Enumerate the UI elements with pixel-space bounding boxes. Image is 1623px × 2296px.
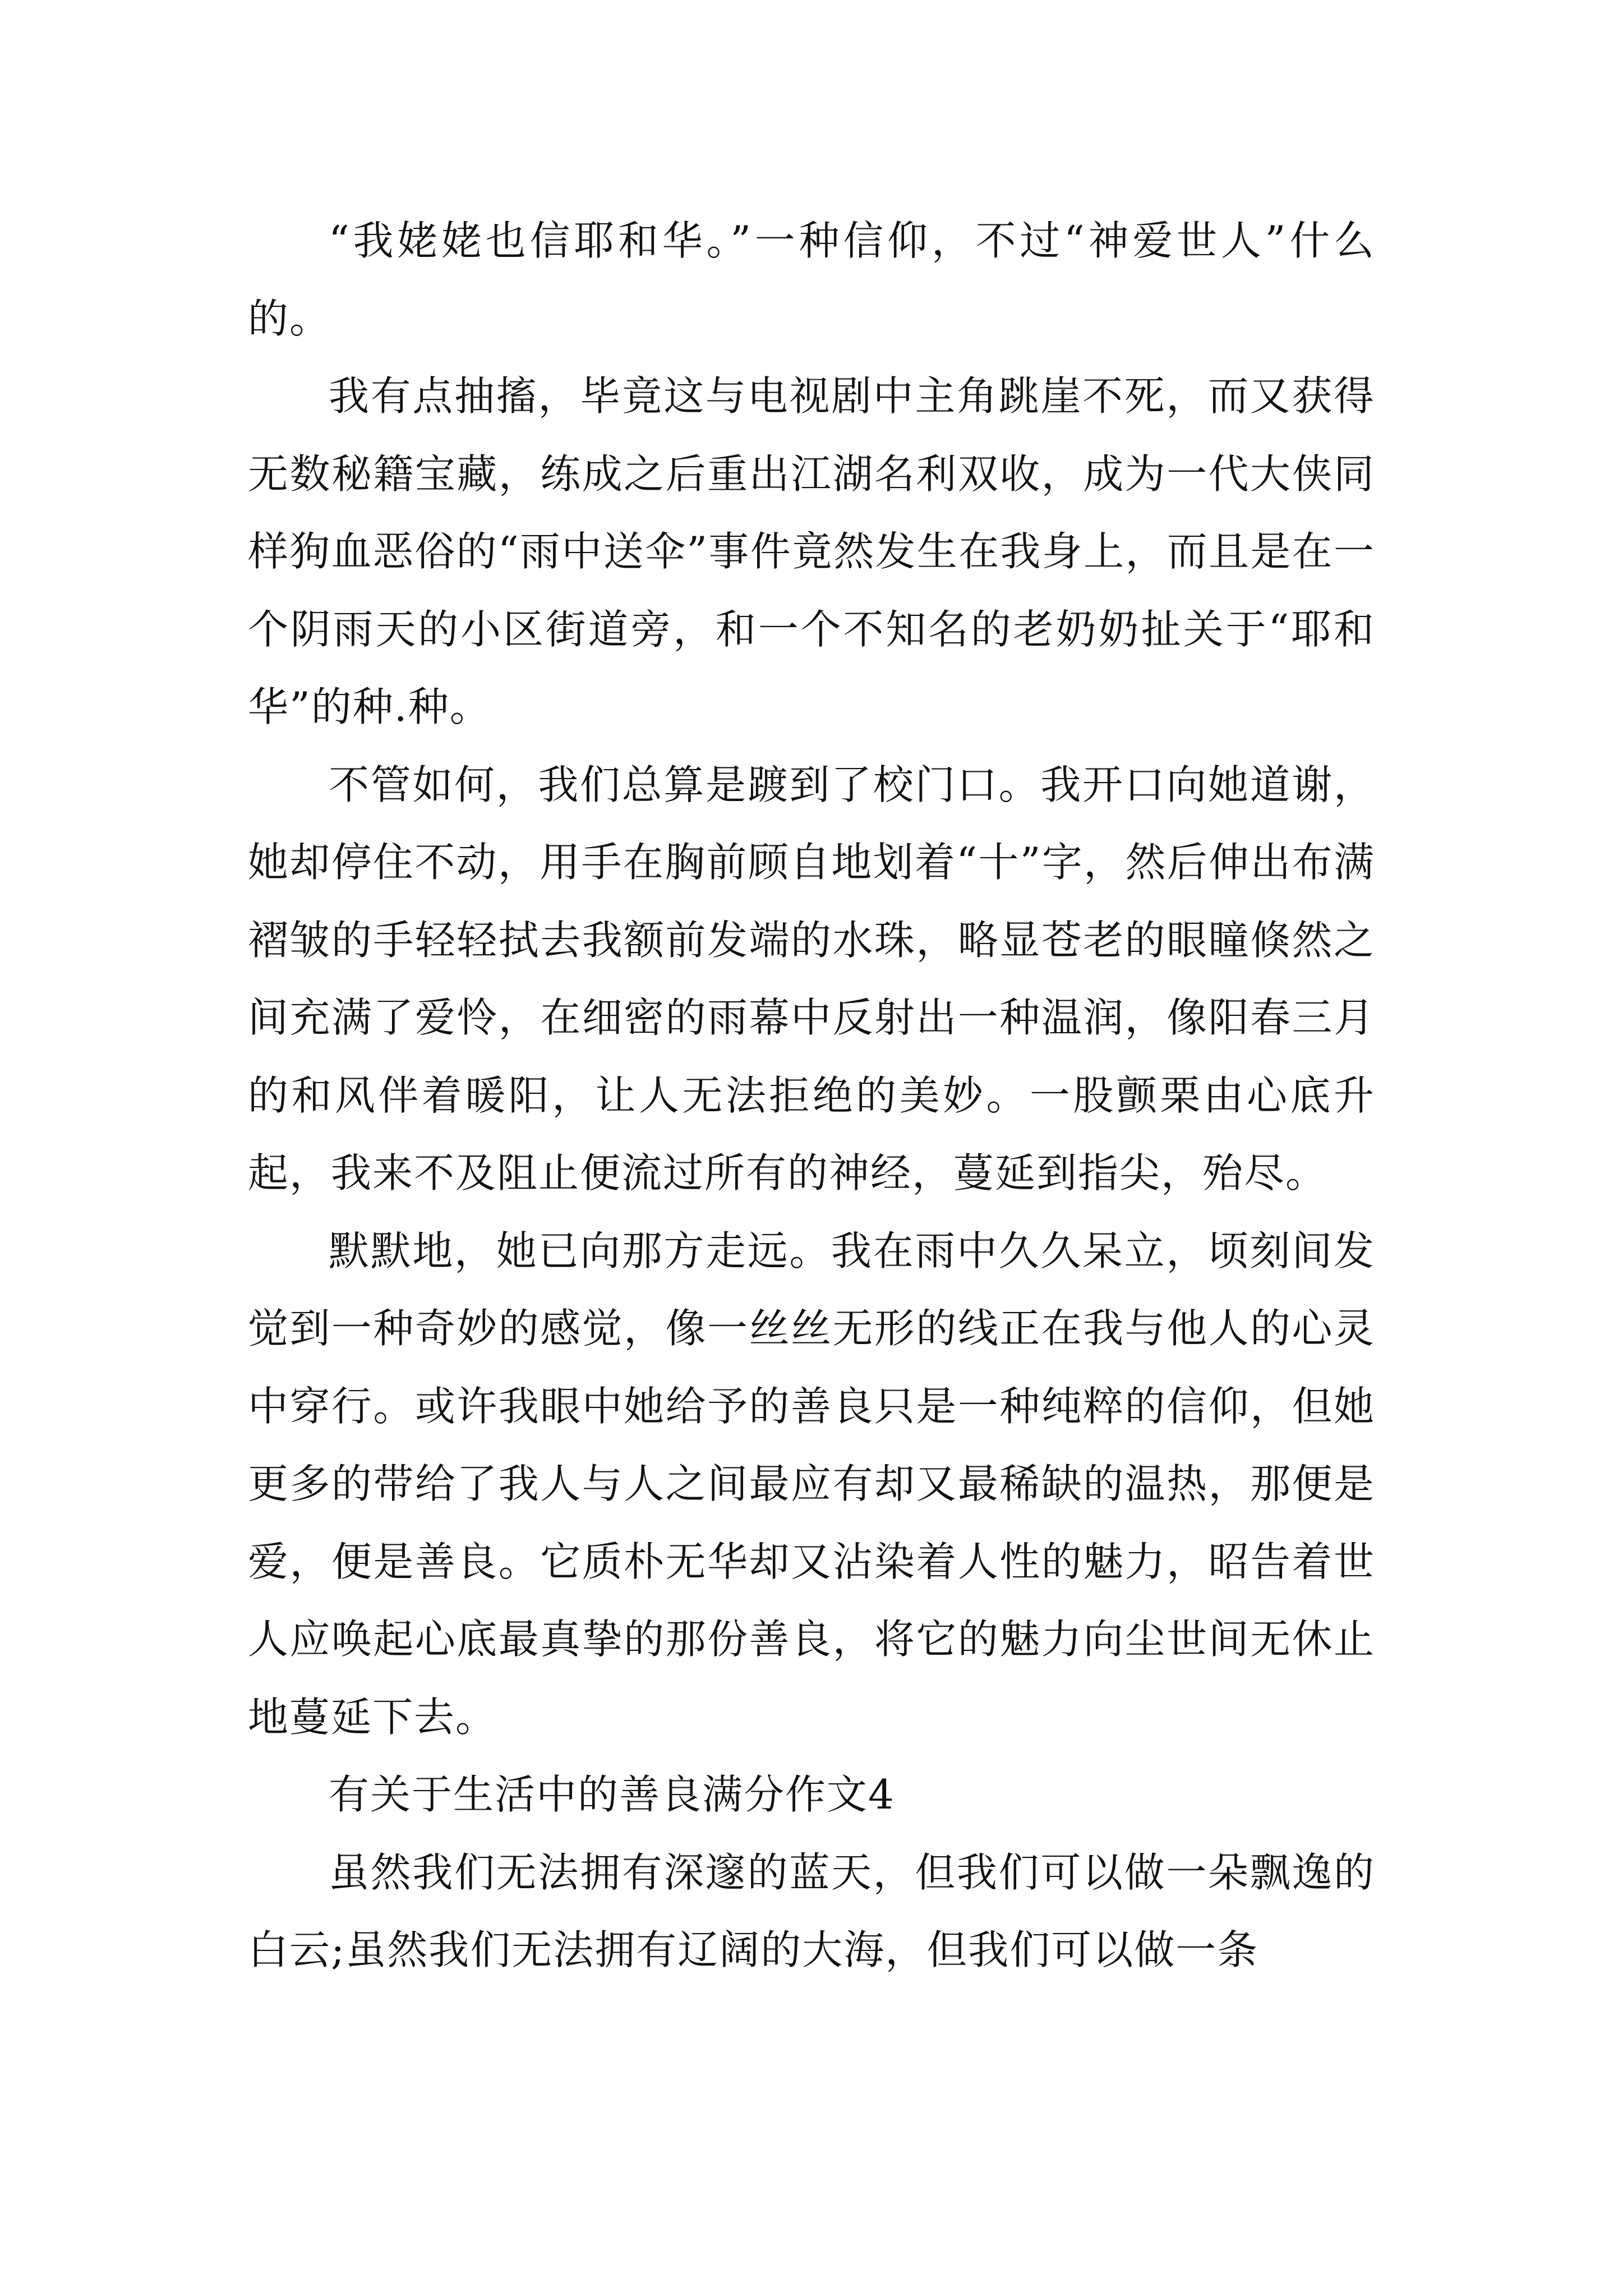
document-body (248, 202, 1375, 1989)
paragraph-5: 虽然我们无法拥有深邃的蓝天，但我们可以做一朵飘逸的白云;虽然我们无法拥有辽阔的大海，但我们可以做一条 (248, 1848, 1375, 1973)
paragraph-4: 默默地，她已向那方走远。我在雨中久久呆立，顷刻间发觉到一种奇妙的感觉，像一丝丝无形的线正在我与他人的心灵中穿行。或许我眼中她给予的善良只是一种纯粹的信仰，但她更多的带给了我人与人之间最应有却又最稀缺的温热，那便是爱，便是善良。它质朴无华却又沾染着人性的魅力，昭告着世人应唤起心底最真挚的那份善良，将它的魅力向尘世间无休止地蔓延下去。 (248, 1227, 1375, 1741)
paragraph-3: 不管如何，我们总算是踱到了校门口。我开口向她道谢，她却停住不动，用手在胸前顾自地划着“十”字，然后伸出布满褶皱的手轻轻拭去我额前发端的水珠，略显苍老的眼瞳倏然之间充满了爱怜，在细密的雨幕中反射出一种温润，像阳春三月的和风伴着暖阳，让人无法拒绝的美妙。一股颤栗由心底升起，我来不及阻止便流过所有的神经，蔓延到指尖，殆尽。 (248, 761, 1375, 1197)
section-heading: 有关于生活中的善良满分作文4 (329, 1771, 895, 1818)
paragraph-1: “我姥姥也信耶和华。”一种信仰，不过“神爱世人”什么的。 (248, 217, 1375, 342)
paragraph-2: 我有点抽搐，毕竟这与电视剧中主角跳崖不死，而又获得无数秘籍宝藏，练成之后重出江湖名利双收，成为一代大侠同样狗血恶俗的“雨中送伞”事件竟然发生在我身上，而且是在一个阴雨天的小区街道旁，和一个不知名的老奶奶扯关于“耶和华”的种.种。 (248, 372, 1375, 730)
